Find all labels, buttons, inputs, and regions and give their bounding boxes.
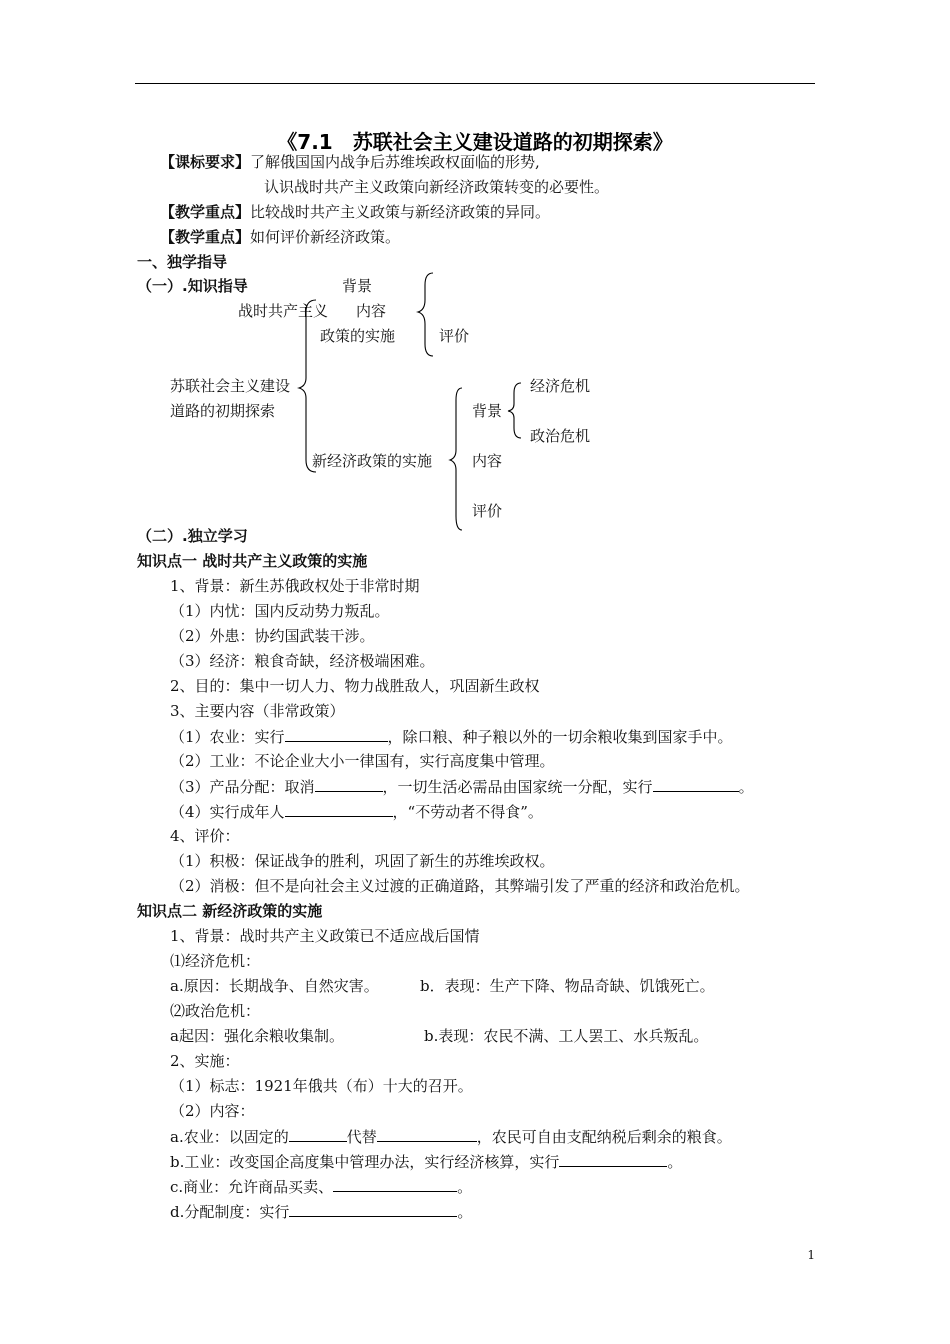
teaching-focus-text: 比较战时共产主义政策与新经济政策的异同。: [250, 203, 551, 221]
page-number: 1: [807, 1248, 815, 1262]
diagram-background-label: 背景: [342, 277, 373, 295]
line-text: a.农业：以固定的: [170, 1128, 289, 1146]
kp2-heading: 知识点二 新经济政策的实施: [137, 902, 323, 920]
kp1-heading: 知识点一 战时共产主义政策的实施: [137, 552, 368, 570]
diagram-evaluation-label: 评价: [439, 327, 470, 345]
kp2-line: a.原因：长期战争、自然灾害。: [170, 977, 379, 995]
fill-blank[interactable]: [315, 776, 383, 792]
brace-background: [508, 383, 521, 438]
line-text: 代替: [346, 1128, 377, 1146]
kp2-line: 1、背景：战时共产主义政策已不适应战后国情: [170, 927, 480, 945]
line-text: 。: [457, 1178, 473, 1196]
diagram-braces: [0, 0, 950, 560]
diagram-nep-impl-label: 新经济政策的实施: [312, 452, 433, 470]
diagram-economic-crisis-label: 经济危机: [530, 377, 591, 395]
kp1-line: （2）消极：但不是向社会主义过渡的正确道路，其弊端引发了严重的经济和政治危机。: [170, 877, 750, 895]
kp1-line: （1）积极：保证战争的胜利，巩固了新生的苏维埃政权。: [170, 852, 555, 870]
curriculum-text-1: 了解俄国国内战争后苏维埃政权面临的形势,: [250, 153, 540, 171]
kp2-line: [170, 1151, 682, 1172]
fill-blank[interactable]: [333, 1176, 457, 1192]
kp1-line: 3、主要内容（非常政策）: [170, 702, 345, 720]
subsection-heading: （一）.知识指导: [137, 277, 248, 295]
kp1-line: [170, 726, 733, 747]
kp2-line: [170, 1126, 732, 1147]
curriculum-text-2: 认识战时共产主义政策向新经济政策转变的必要性。: [264, 178, 610, 196]
kp1-line: [170, 801, 543, 822]
line-text: （3）产品分配：取消: [170, 778, 315, 796]
teaching-focus-label: 【教学重点】: [160, 203, 251, 221]
line-text: ，“不劳动者不得食”。: [392, 803, 543, 821]
fill-blank[interactable]: [653, 776, 739, 792]
fill-blank[interactable]: [559, 1151, 667, 1167]
line-text: （1）农业：实行: [170, 728, 285, 746]
subsection-heading: （二）.独立学习: [137, 527, 248, 545]
line-text: 。: [457, 1203, 473, 1221]
diagram-root-label-2: 道路的初期探索: [170, 402, 276, 420]
kp1-line: 2、目的：集中一切人力、物力战胜敌人，巩固新生政权: [170, 677, 540, 695]
teaching-focus-text: 如何评价新经济政策。: [250, 228, 401, 246]
diagram-root-label-1: 苏联社会主义建设: [170, 377, 291, 395]
kp2-line: b.表现：农民不满、工人罢工、水兵叛乱。: [424, 1027, 709, 1045]
line-text: ，除口粮、种子粮以外的一切余粮收集到国家手中。: [387, 728, 733, 746]
kp1-line: （2）工业：不论企业大小一律国有，实行高度集中管理。: [170, 752, 555, 770]
fill-blank[interactable]: [285, 801, 393, 817]
line-text: c.商业：允许商品买卖、: [170, 1178, 334, 1196]
diagram-policy-impl-label: 政策的实施: [320, 327, 396, 345]
diagram-content-label: 内容: [472, 452, 503, 470]
diagram-political-crisis-label: 政治危机: [530, 427, 591, 445]
line-text: ，农民可自由支配纳税后剩余的粮食。: [476, 1128, 732, 1146]
kp2-line: ⑵政治危机：: [170, 1002, 261, 1020]
kp1-line: [170, 776, 754, 797]
page-title: 《7.1 苏联社会主义建设道路的初期探索》: [277, 130, 673, 154]
line-text: d.分配制度：实行: [170, 1203, 290, 1221]
fill-blank[interactable]: [289, 1126, 347, 1142]
teaching-focus-label: 【教学重点】: [160, 228, 251, 246]
line-text: 。: [738, 778, 754, 796]
fill-blank[interactable]: [285, 726, 388, 742]
fill-blank[interactable]: [289, 1201, 457, 1217]
curriculum-label: 【课标要求】: [160, 153, 251, 171]
diagram-war-communism-label: 战时共产主义: [238, 302, 329, 320]
diagram-content-label: 内容: [356, 302, 387, 320]
kp2-line: 2、实施：: [170, 1052, 240, 1070]
kp2-line: ⑴经济危机：: [170, 952, 261, 970]
kp2-line: （1）标志：1921年俄共（布）十大的召开。: [170, 1077, 473, 1095]
kp1-line: （1）内忧：国内反动势力叛乱。: [170, 602, 390, 620]
kp2-line: （2）内容：: [170, 1102, 255, 1120]
line-text: ，一切生活必需品由国家统一分配，实行: [382, 778, 653, 796]
line-text: b.工业：改变国企高度集中管理办法，实行经济核算，实行: [170, 1153, 560, 1171]
brace-nep: [450, 388, 462, 530]
kp2-line: [170, 1201, 472, 1222]
section-heading: 一、独学指导: [137, 253, 228, 271]
line-text: 。: [667, 1153, 683, 1171]
kp1-line: （3）经济：粮食奇缺，经济极端困难。: [170, 652, 435, 670]
kp1-line: 1、背景：新生苏俄政权处于非常时期: [170, 577, 420, 595]
line-text: （4）实行成年人: [170, 803, 285, 821]
brace-root: [299, 300, 316, 472]
kp2-line: a起因：强化余粮收集制。: [170, 1027, 344, 1045]
brace-war-communism: [418, 273, 433, 356]
kp2-line: b．表现：生产下降、物品奇缺、饥饿死亡。: [420, 977, 715, 995]
kp1-line: （2）外患：协约国武装干涉。: [170, 627, 375, 645]
kp1-line: 4、评价：: [170, 827, 240, 845]
fill-blank[interactable]: [377, 1126, 477, 1142]
diagram-background-label: 背景: [472, 402, 503, 420]
diagram-evaluation-label: 评价: [472, 502, 503, 520]
kp2-line: [170, 1176, 472, 1197]
